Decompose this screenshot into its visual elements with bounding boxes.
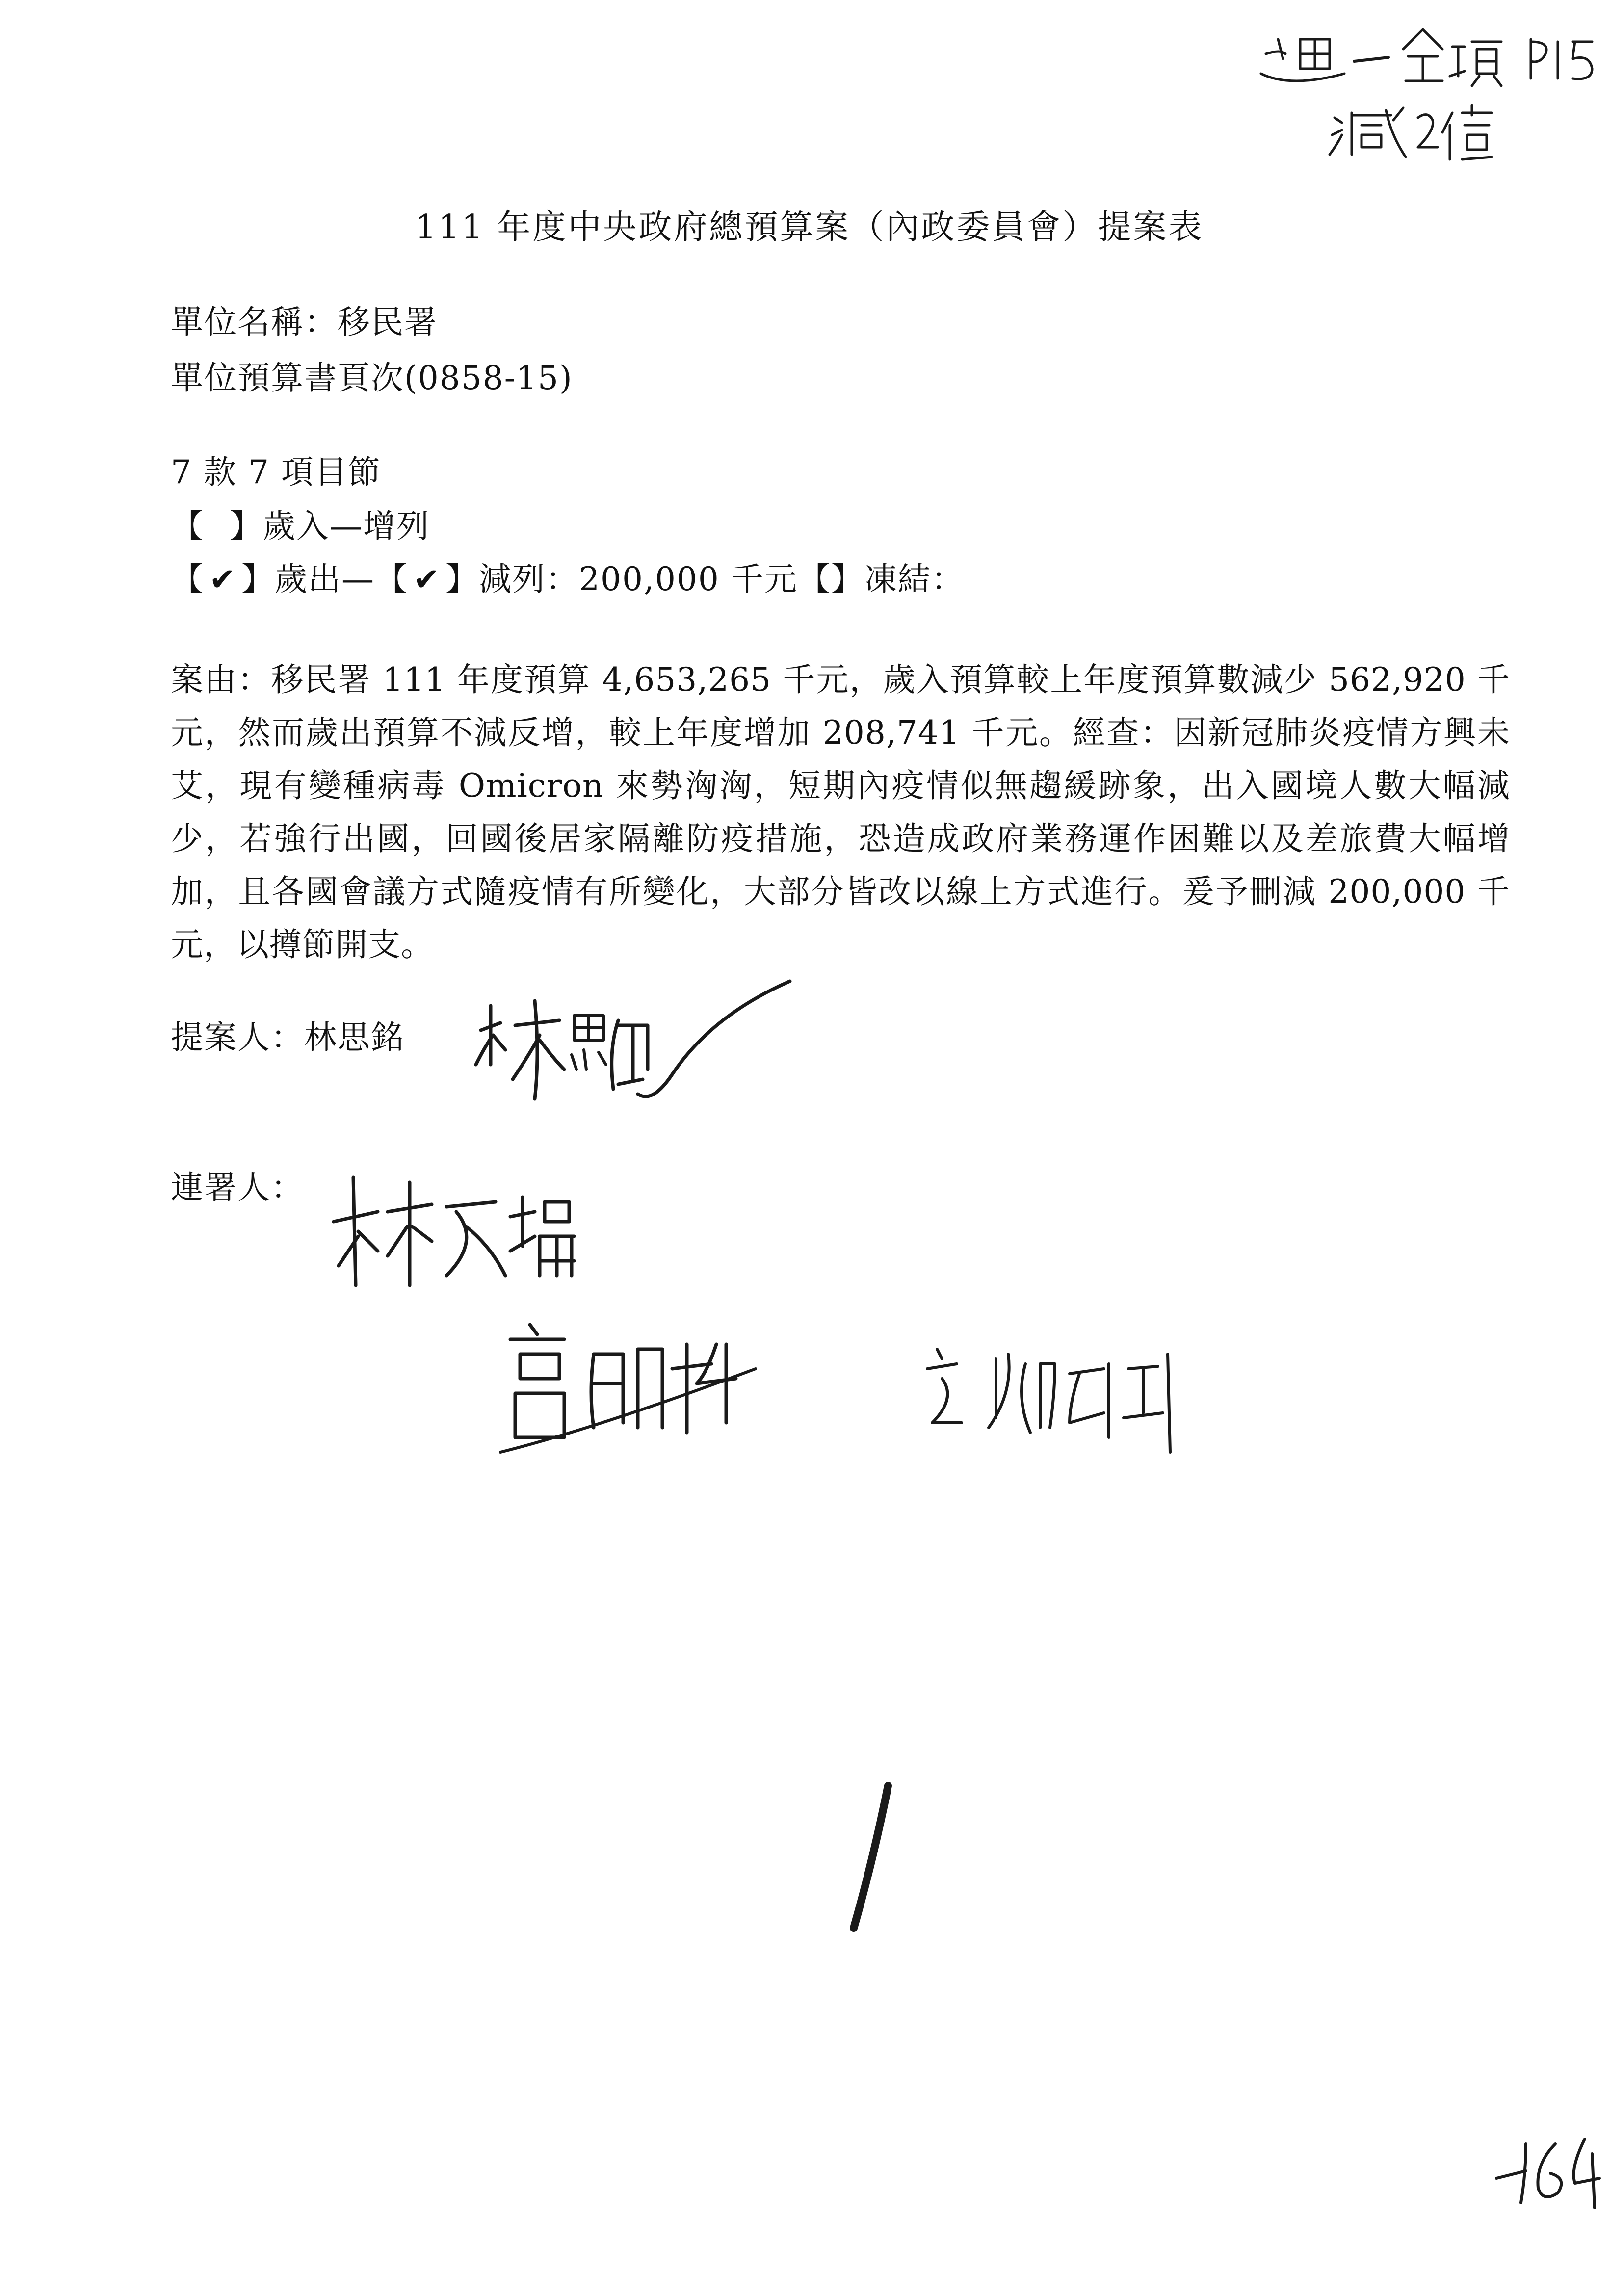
reduce-amount: 減列：200,000 千元 <box>479 560 798 598</box>
proposer-signature <box>471 986 824 1163</box>
page-title: 111 年度中央政府總預算案（內政委員會）提案表 <box>415 208 1204 247</box>
reason-paragraph: 案由：移民署 111 年度預算 4,653,265 千元，歲入預算較上年度預算數減少 562,920 千元，然而歲出預算不減反增，較上年度增加 208,741 千元。經查：因新冠肺炎疫情方興未艾，現有變種病毒 Omicron 來勢洶洶，短期內疫情似無趨緩跡象，出入國境人數大幅減少，若強行出國，回國後居家隔離防疫措施，恐造成政府業務運作困難以及差旅費大幅增加，且各國會議方式隨疫情有所變化，大部分皆改以線上方式進行。爰予刪減 200,000 千元，以撙節開支。 <box>171 661 1510 964</box>
cosigner-signature-2 <box>491 1315 795 1482</box>
expenditure-check-icon: ✔ <box>209 562 236 598</box>
revenue-label: 歲入—增列 <box>263 507 430 545</box>
reduce-check-icon: ✔ <box>413 562 441 598</box>
handwritten-annotation-top <box>1256 20 1599 167</box>
freeze-label: 凍結： <box>864 560 965 598</box>
expenditure-bracket-open: 【 <box>171 560 204 598</box>
cosigner-signature-1 <box>324 1168 677 1295</box>
revenue-bracket-open: 【 <box>171 507 204 545</box>
unit-name-row <box>171 303 438 341</box>
item-code: 7 款 7 項目節 <box>171 453 381 491</box>
proposer-label: 提案人： <box>171 1018 304 1056</box>
budget-page-label: 單位預算書頁次 <box>171 359 404 397</box>
expenditure-bracket-close: 】 <box>241 560 275 598</box>
proposer-row <box>171 1018 404 1056</box>
budget-page-row <box>171 359 573 397</box>
freeze-bracket-open: 【 <box>797 560 831 598</box>
unit-name-label: 單位名稱： <box>171 303 338 341</box>
expenditure-row <box>171 560 965 598</box>
handwritten-page-mark <box>1487 2124 1614 2222</box>
freeze-bracket-close: 】 <box>831 560 864 598</box>
proposer-name: 林思銘 <box>304 1018 404 1056</box>
expenditure-label: 歲出— <box>275 560 375 598</box>
handwritten-center-mark <box>834 1776 913 1938</box>
revenue-row <box>171 507 430 545</box>
reduce-bracket-close: 】 <box>445 560 479 598</box>
cosigner-label: 連署人： <box>171 1169 304 1206</box>
revenue-bracket-close: 】 <box>230 507 263 545</box>
cosigner-signature-3 <box>922 1334 1197 1462</box>
budget-page-value: (0858-15) <box>404 359 573 397</box>
unit-name-value: 移民署 <box>338 303 438 341</box>
reduce-bracket-open: 【 <box>375 560 408 598</box>
